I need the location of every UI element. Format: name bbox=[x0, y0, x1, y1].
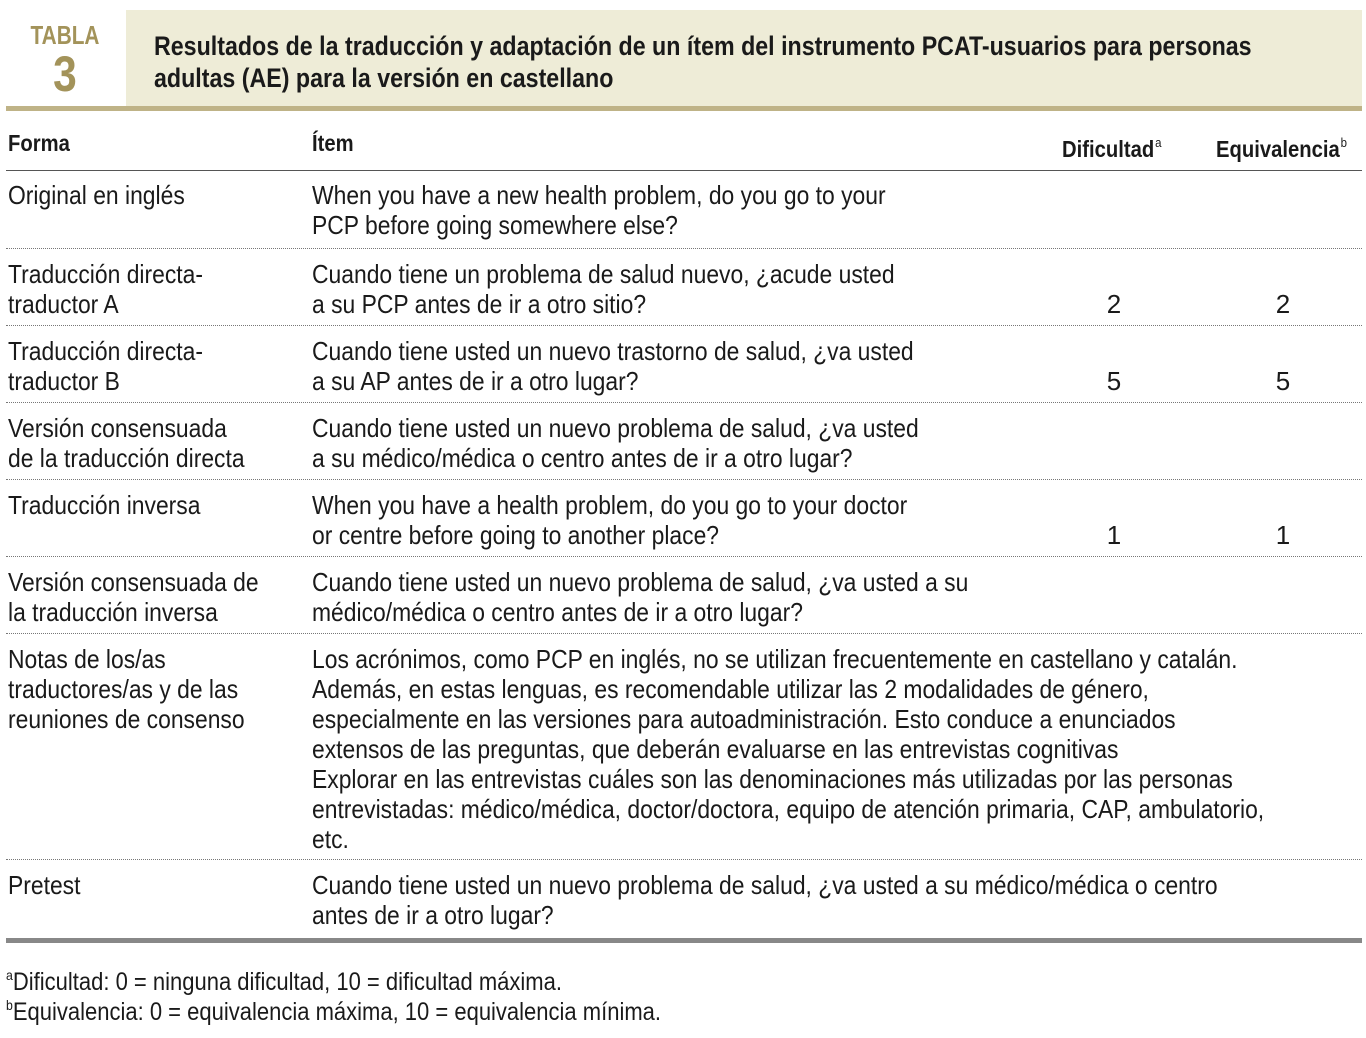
cell-item-line: Cuando tiene usted un nuevo trastorno de salud, ¿va usted bbox=[312, 336, 914, 366]
column-header-forma-label: Forma bbox=[8, 130, 70, 156]
cell-item-line: especialmente en las versiones para autoadministración. Esto conduce a enunciados bbox=[312, 704, 1176, 734]
cell-item-line: PCP before going somewhere else? bbox=[312, 210, 678, 240]
cell-item bbox=[312, 567, 968, 627]
column-header-equivalencia-sup: b bbox=[1340, 135, 1347, 150]
table-label-word: TABLA bbox=[30, 20, 100, 50]
cell-forma bbox=[8, 644, 245, 734]
cell-item-line: Cuando tiene un problema de salud nuevo, ¿acude usted bbox=[312, 259, 895, 289]
cell-forma-line: Versión consensuada bbox=[8, 413, 227, 443]
column-header-forma bbox=[8, 128, 70, 158]
cell-forma-line: la traducción inversa bbox=[8, 597, 218, 627]
table-row bbox=[6, 480, 1362, 557]
cell-item bbox=[312, 336, 914, 396]
column-header-dificultad-label: Dificultad bbox=[1062, 136, 1155, 162]
cell-item-line: entrevistadas: médico/médica, doctor/doctora, equipo de atención primaria, CAP, ambulatorio, bbox=[312, 794, 1265, 824]
cell-item-line: médico/médica o centro antes de ir a otro lugar? bbox=[312, 597, 803, 627]
cell-forma bbox=[8, 259, 203, 319]
cell-forma bbox=[8, 567, 259, 627]
cell-forma-line: traductor A bbox=[8, 289, 119, 319]
column-header-item-label: Ítem bbox=[312, 130, 354, 156]
footnote-b bbox=[6, 990, 661, 1027]
cell-item-line: extensos de las preguntas, que deberán evaluarse en las entrevistas cognitivas bbox=[312, 734, 1119, 764]
table-row bbox=[6, 170, 1362, 249]
table-header bbox=[6, 10, 1362, 106]
cell-forma bbox=[8, 180, 185, 210]
column-header-dificultad-sup: a bbox=[1155, 135, 1162, 150]
table-label-number: 3 bbox=[53, 46, 77, 102]
cell-item-line: Explorar en las entrevistas cuáles son las denominaciones más utilizadas por las personas bbox=[312, 764, 1233, 794]
footnote-a-mark: a bbox=[6, 967, 13, 983]
cell-item-line: a su AP antes de ir a otro lugar? bbox=[312, 366, 639, 396]
column-header-equivalencia-label: Equivalencia bbox=[1216, 136, 1340, 162]
cell-dificultad: 5 bbox=[1106, 366, 1122, 396]
cell-forma-line: traductor B bbox=[8, 366, 120, 396]
cell-forma-line: Traducción directa- bbox=[8, 259, 203, 289]
cell-equivalencia: 1 bbox=[1275, 520, 1291, 550]
cell-item bbox=[312, 644, 1264, 854]
cell-forma-line: Versión consensuada de bbox=[8, 567, 259, 597]
column-header-equivalencia bbox=[1216, 128, 1347, 164]
table-label bbox=[6, 10, 124, 106]
table-title-box bbox=[126, 10, 1362, 106]
cell-item bbox=[312, 259, 895, 319]
cell-forma bbox=[8, 490, 200, 520]
table-title-line-2: adultas (AE) para la versión en castellano bbox=[154, 63, 614, 93]
table-title-line-1: Resultados de la traducción y adaptación de un ítem del instrumento PCAT-usuarios para personas bbox=[154, 31, 1252, 61]
cell-item-line: Los acrónimos, como PCP en inglés, no se utilizan frecuentemente en castellano y catalán. bbox=[312, 644, 1238, 674]
table-row bbox=[6, 326, 1362, 403]
cell-forma-line: Traducción inversa bbox=[8, 490, 201, 520]
header-rule bbox=[6, 106, 1362, 111]
cell-item-line: Cuando tiene usted un nuevo problema de salud, ¿va usted a su médico/médica o centro bbox=[312, 870, 1218, 900]
column-header-dificultad bbox=[1062, 128, 1161, 164]
footnote-b-mark: b bbox=[6, 997, 13, 1013]
cell-dificultad: 1 bbox=[1106, 520, 1122, 550]
footnote-b-text: Equivalencia: 0 = equivalencia máxima, 10 = equivalencia mínima. bbox=[12, 998, 662, 1026]
cell-forma-line: reuniones de consenso bbox=[8, 704, 245, 734]
cell-item-line: Además, en estas lenguas, es recomendable utilizar las 2 modalidades de género, bbox=[312, 674, 1149, 704]
cell-forma-line: Notas de los/as bbox=[8, 644, 166, 674]
table-row bbox=[6, 249, 1362, 326]
table-bottom-rule bbox=[6, 938, 1362, 943]
column-header-item bbox=[312, 128, 354, 158]
cell-item-line: Cuando tiene usted un nuevo problema de salud, ¿va usted a su bbox=[312, 567, 969, 597]
cell-item-line: When you have a health problem, do you go to your doctor bbox=[312, 490, 908, 520]
table-row bbox=[6, 634, 1362, 860]
footnote-a-text: Dificultad: 0 = ninguna dificultad, 10 = dificultad máxima. bbox=[12, 968, 562, 996]
cell-item-line: antes de ir a otro lugar? bbox=[312, 900, 554, 930]
cell-forma-line: traductores/as y de las bbox=[8, 674, 239, 704]
cell-item-line: a su médico/médica o centro antes de ir a otro lugar? bbox=[312, 443, 853, 473]
cell-forma bbox=[8, 870, 80, 900]
cell-equivalencia: 2 bbox=[1275, 289, 1291, 319]
table-row bbox=[6, 403, 1362, 480]
cell-item-line: etc. bbox=[312, 824, 349, 854]
cell-item bbox=[312, 180, 886, 240]
cell-forma-line: de la traducción directa bbox=[8, 443, 245, 473]
cell-forma bbox=[8, 413, 245, 473]
cell-forma-line: Pretest bbox=[8, 870, 81, 900]
cell-equivalencia: 5 bbox=[1275, 366, 1291, 396]
cell-forma-line: Traducción directa- bbox=[8, 336, 203, 366]
cell-item-line: When you have a new health problem, do you go to your bbox=[312, 180, 886, 210]
cell-item bbox=[312, 413, 919, 473]
cell-forma-line: Original en inglés bbox=[8, 180, 185, 210]
cell-item bbox=[312, 490, 907, 550]
cell-dificultad: 2 bbox=[1106, 289, 1122, 319]
cell-item-line: or centre before going to another place? bbox=[312, 520, 720, 550]
cell-item bbox=[312, 870, 1218, 930]
cell-item-line: a su PCP antes de ir a otro sitio? bbox=[312, 289, 647, 319]
cell-forma bbox=[8, 336, 203, 396]
cell-item-line: Cuando tiene usted un nuevo problema de salud, ¿va usted bbox=[312, 413, 919, 443]
table-row bbox=[6, 557, 1362, 634]
table-row bbox=[6, 860, 1362, 938]
table-title bbox=[154, 30, 1252, 94]
